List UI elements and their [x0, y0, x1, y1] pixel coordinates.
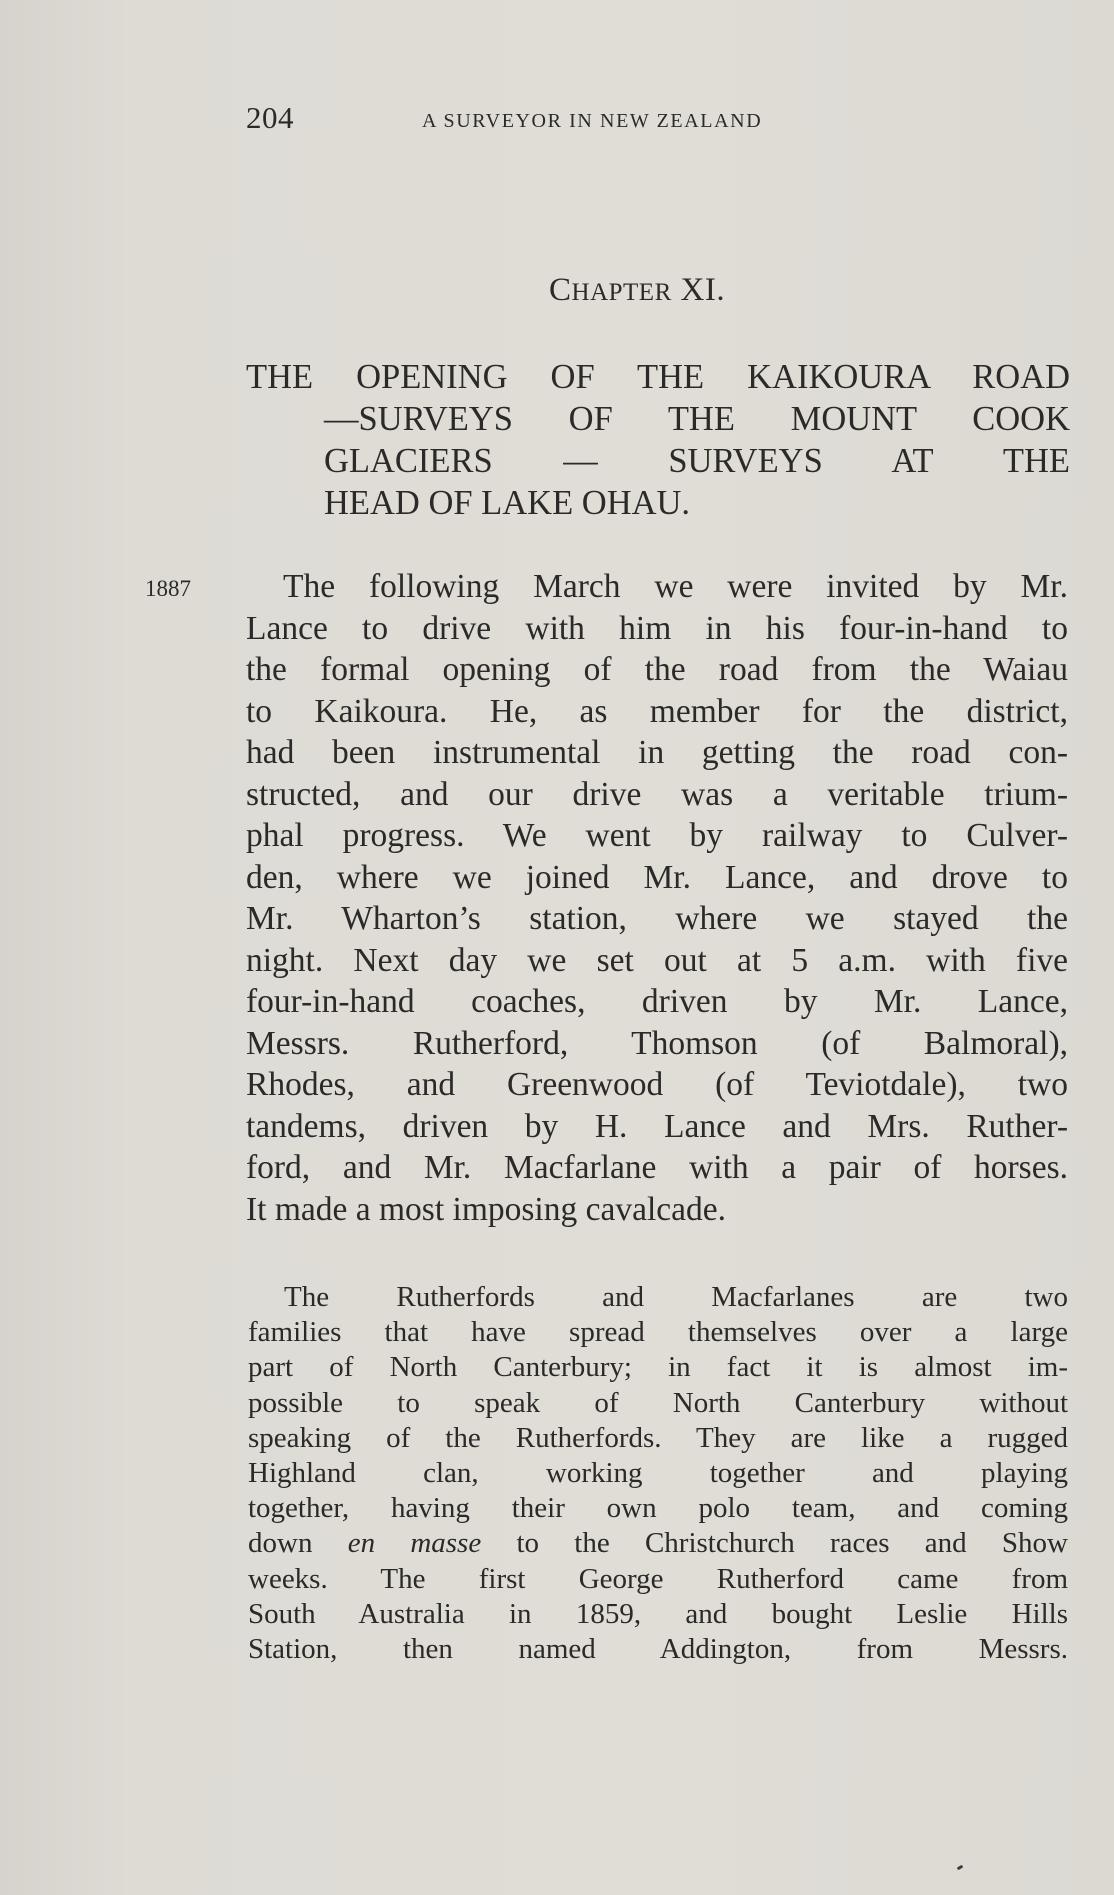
body-line: four-in-hand coaches, driven by Mr. Lance,: [246, 983, 1068, 1020]
quoted-paragraph: [248, 1280, 1068, 1667]
chapter-title-line: —SURVEYS OF THE MOUNT COOK: [324, 400, 1070, 438]
body-paragraph: [246, 566, 1068, 1230]
quote-line: South Australia in 1859, and bought Leslie Hills: [248, 1597, 1068, 1630]
margin-year: 1887: [145, 576, 191, 601]
page-number: 204: [246, 100, 294, 135]
body-line: structed, and our drive was a veritable trium-: [246, 775, 1068, 813]
body-line: It made a most imposing cavalcade.: [246, 1190, 727, 1228]
body-line: phal progress. We went by railway to Culver-: [246, 817, 1068, 854]
chapter-heading: [549, 272, 725, 309]
chapter-heading-rest: HAPTER: [571, 279, 672, 306]
quote-line: speaking of the Rutherfords. They are like a rugged: [248, 1421, 1068, 1454]
body-line: Mr. Wharton’s station, where we stayed the: [246, 900, 1068, 937]
quote-line-with-italic: [248, 1526, 1068, 1561]
chapter-heading-initial: C: [549, 272, 572, 308]
body-line: night. Next day we set out at 5 a.m. with five: [246, 941, 1068, 979]
quote-line: possible to speak of North Canterbury without: [248, 1386, 1068, 1419]
chapter-title: [246, 356, 1070, 524]
chapter-title-line: HEAD OF LAKE OHAU.: [324, 484, 691, 522]
quote-line: Highland clan, working together and playing: [248, 1457, 1068, 1490]
quote-line-segment: to the Christchurch races and Show: [481, 1527, 1068, 1560]
quote-line: Station, then named Addington, from Messrs.: [248, 1633, 1068, 1666]
body-line: ford, and Mr. Macfarlane with a pair of horses.: [246, 1149, 1068, 1186]
ink-speck: [957, 1865, 964, 1871]
body-line: to Kaikoura. He, as member for the district,: [246, 692, 1068, 730]
body-line: Messrs. Rutherford, Thomson (of Balmoral),: [246, 1024, 1068, 1062]
body-line: The following March we were invited by Mr.: [283, 568, 1068, 605]
chapter-title-line: THE OPENING OF THE KAIKOURA ROAD: [246, 358, 1070, 396]
quote-line: families that have spread themselves over a large: [248, 1316, 1068, 1349]
quote-line: The Rutherfords and Macfarlanes are two: [284, 1281, 1068, 1313]
page-header: [246, 100, 946, 140]
chapter-title-line: GLACIERS — SURVEYS AT THE: [324, 442, 1070, 480]
running-title: A SURVEYOR IN NEW ZEALAND: [422, 110, 763, 132]
body-line: den, where we joined Mr. Lance, and drove to: [246, 858, 1068, 896]
body-line: the formal opening of the road from the Waiau: [246, 651, 1068, 688]
body-line: had been instrumental in getting the road con-: [246, 734, 1068, 771]
quote-line: weeks. The first George Rutherford came from: [248, 1562, 1068, 1595]
body-line: Lance to drive with him in his four-in-hand to: [246, 609, 1068, 647]
italic-phrase: en masse: [347, 1527, 482, 1560]
quote-line: together, having their own polo team, and coming: [248, 1492, 1068, 1525]
body-line: Rhodes, and Greenwood (of Teviotdale), two: [246, 1066, 1068, 1103]
quote-line-segment: down: [248, 1527, 348, 1560]
quote-line: part of North Canterbury; in fact it is almost im-: [248, 1351, 1068, 1384]
body-line: tandems, driven by H. Lance and Mrs. Ruther-: [246, 1107, 1068, 1145]
chapter-heading-numeral: XI.: [680, 272, 726, 308]
